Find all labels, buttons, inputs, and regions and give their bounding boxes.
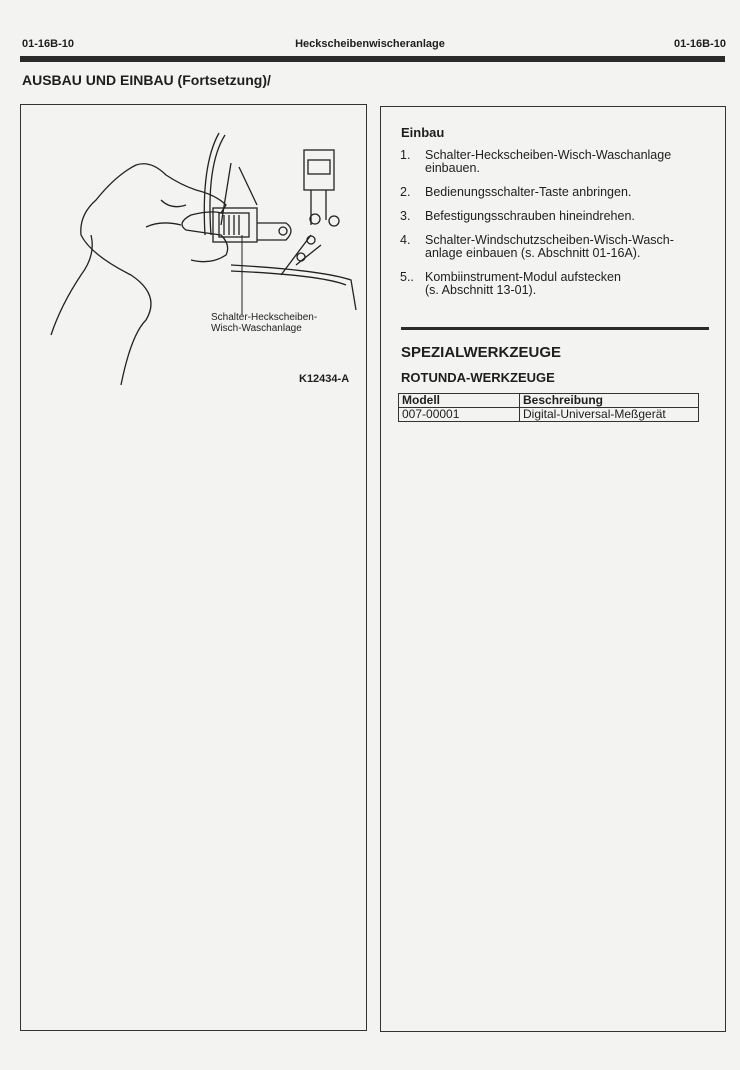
figure-callout	[211, 312, 317, 334]
header-rule	[20, 56, 725, 62]
step-number: 1.	[400, 148, 411, 162]
figure-callout-line: Schalter-Heckscheiben-	[211, 312, 318, 323]
table-row	[399, 408, 699, 422]
einbau-step	[400, 149, 715, 175]
step-text-line: Befestigungsschrauben hineindrehen.	[425, 209, 635, 223]
step-text-line: Schalter-Heckscheiben-Wisch-Waschanlage	[425, 148, 672, 162]
step-text	[425, 234, 674, 260]
einbau-heading: Einbau	[401, 125, 445, 140]
step-text	[425, 149, 671, 175]
special-tools-heading: SPEZIALWERKZEUGE	[401, 344, 562, 361]
figure-panel	[20, 104, 367, 1031]
column-header-beschreibung: Beschreibung	[520, 394, 699, 408]
page-number-left: 01-16B-10	[22, 38, 74, 50]
step-text-line: Schalter-Windschutzscheiben-Wisch-Wasch-	[425, 233, 674, 247]
einbau-step	[400, 234, 715, 260]
page-number-right: 01-16B-10	[674, 38, 726, 50]
step-number: 5..	[400, 270, 414, 284]
page-header-title: Heckscheibenwischeranlage	[295, 38, 445, 50]
step-number: 3.	[400, 209, 411, 223]
tools-table	[398, 393, 699, 422]
einbau-steps	[400, 149, 715, 308]
einbau-step	[400, 186, 715, 199]
step-number: 4.	[400, 233, 411, 247]
einbau-step	[400, 271, 715, 297]
figure-id: K12434-A	[299, 373, 350, 385]
section-title: AUSBAU UND EINBAU (Fortsetzung)/	[22, 72, 271, 88]
section-divider	[401, 327, 709, 330]
step-text	[425, 210, 635, 223]
step-text	[425, 271, 621, 297]
rotunda-tools-heading: ROTUNDA-WERKZEUGE	[401, 370, 555, 385]
column-header-modell: Modell	[399, 394, 520, 408]
step-text-line: Bedienungsschalter-Taste anbringen.	[425, 185, 632, 199]
figure-callout-line: Wisch-Waschanlage	[211, 323, 302, 334]
instructions-panel	[380, 106, 726, 1032]
step-number: 2.	[400, 185, 411, 199]
step-text-line: anlage einbauen (s. Abschnitt 01-16A).	[425, 246, 641, 260]
step-text-line: (s. Abschnitt 13-01).	[425, 283, 537, 297]
cell-beschreibung: Digital-Universal-Meßgerät	[520, 408, 699, 422]
tools-table-header	[399, 394, 699, 408]
step-text-line: Kombiinstrument-Modul aufstecken	[425, 270, 621, 284]
cell-modell: 007-00001	[399, 408, 520, 422]
step-text-line: einbauen.	[425, 161, 480, 175]
step-text	[425, 186, 631, 199]
einbau-step	[400, 210, 715, 223]
illustration-switch-removal	[21, 105, 365, 405]
